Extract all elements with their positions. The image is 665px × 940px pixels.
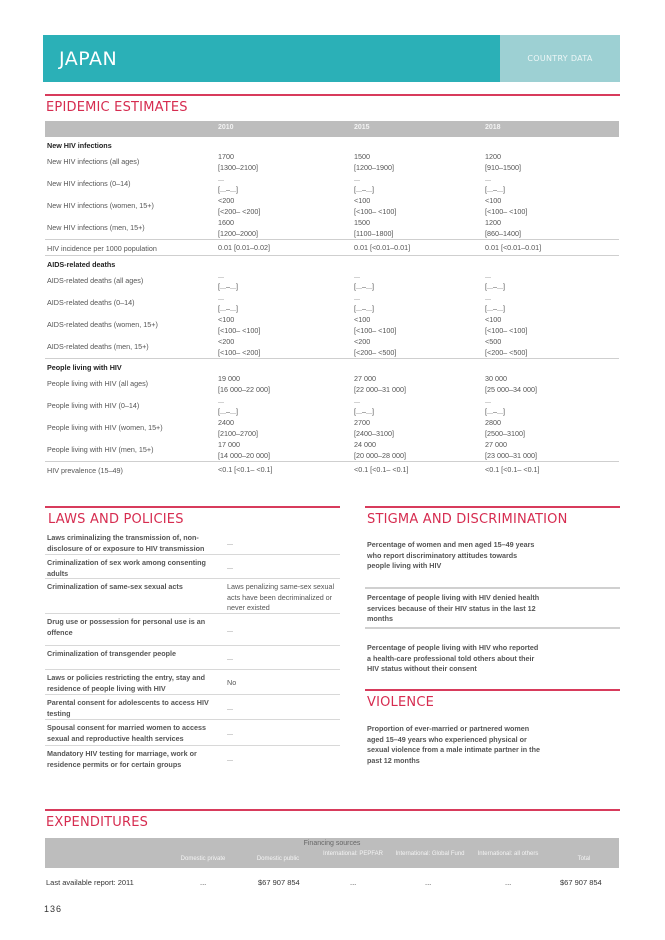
cell: ... (200, 878, 207, 887)
cell: $67 907 854 (560, 878, 602, 887)
cell-value: 1600 (218, 218, 234, 227)
cell-value: 1500 (354, 152, 370, 161)
cell-value: 2700 (354, 418, 370, 427)
cell-value: ... (218, 396, 224, 405)
cell-value: 1500 (354, 218, 370, 227)
cell-value: 2800 (485, 418, 501, 427)
year-header: 2018 (485, 124, 501, 131)
section-title-violence: VIOLENCE (367, 695, 435, 710)
law-answer: ... (227, 728, 233, 737)
cell-range: [...–...] (218, 407, 238, 416)
country-title: JAPAN (59, 47, 118, 70)
cell-value: <0.1 [<0.1– <0.1] (354, 465, 409, 474)
row-label: New HIV infections (men, 15+) (47, 223, 145, 232)
banner-main (43, 35, 500, 82)
cell-range: [...–...] (218, 185, 238, 194)
banner-subtitle: COUNTRY DATA (527, 54, 593, 63)
cell-range: [...–...] (485, 185, 505, 194)
column-header: Domestic private (180, 856, 226, 862)
cell-range: [1100–1800] (354, 229, 394, 238)
column-header: Total (577, 856, 591, 862)
cell-range: [1200–2000] (218, 229, 258, 238)
column-header: International: Global Fund (395, 851, 465, 857)
law-row (45, 670, 340, 695)
cell-value: <0.1 [<0.1– <0.1] (218, 465, 273, 474)
cell-value: 30 000 (485, 374, 507, 383)
row-label: AIDS-related deaths (women, 15+) (47, 320, 158, 329)
law-question: Criminalization of same-sex sexual acts (47, 582, 183, 591)
table-row (45, 336, 619, 358)
cell-value: ... (218, 174, 224, 183)
row-label: People living with HIV (men, 15+) (47, 445, 154, 454)
cell-value: ... (218, 293, 224, 302)
cell-range: [14 000–20 000] (218, 451, 270, 460)
law-question: Drug use or possession for personal use is an offence (47, 617, 206, 637)
laws-table (45, 530, 340, 772)
cell-range: [20 000–28 000] (354, 451, 406, 460)
cell-value: ... (485, 174, 491, 183)
row-label: People living with HIV (0–14) (47, 401, 140, 410)
section-divider (45, 506, 340, 508)
stigma-item: Percentage of people living with HIV who reported a health-care professional told others about their HIV status without their consent (367, 643, 539, 673)
cell-range: [<100– <200] (218, 348, 261, 357)
cell-value: <200 (218, 337, 235, 346)
cell-value: ... (354, 396, 360, 405)
cell-range: [...–...] (354, 185, 374, 194)
law-answer: Laws penalizing same-sex sexual acts have been decriminalized or never existed (227, 582, 335, 612)
cell: $67 907 854 (258, 878, 300, 887)
row-label: AIDS-related deaths (men, 15+) (47, 342, 149, 351)
cell-value: <500 (485, 337, 502, 346)
cell-value: ... (354, 271, 360, 280)
cell-range: [23 000–31 000] (485, 451, 537, 460)
cell-value: <100 (354, 196, 371, 205)
cell-value: ... (485, 271, 491, 280)
table-row (45, 292, 619, 314)
cell-range: [...–...] (485, 304, 505, 313)
cell-value: 0.01 [<0.01–0.01] (485, 243, 542, 252)
law-row (45, 614, 340, 646)
cell-value: 27 000 (354, 374, 376, 383)
cell-value: 1200 (485, 152, 501, 161)
cell-value: 0.01 [<0.01–0.01] (354, 243, 411, 252)
law-question: Criminalization of transgender people (47, 649, 176, 658)
stigma-item: Percentage of women and men aged 15–49 years who report discriminatory attitudes towards people living with HIV (367, 540, 535, 570)
cell-value: 2400 (218, 418, 234, 427)
section-divider (365, 506, 620, 508)
table-row (45, 373, 619, 395)
cell-range: [22 000–31 000] (354, 385, 406, 394)
cell: ... (350, 878, 357, 887)
cell-value: <0.1 [<0.1– <0.1] (485, 465, 540, 474)
cell-range: [<100– <100] (485, 326, 528, 335)
law-row (45, 555, 340, 579)
cell-range: [910–1500] (485, 163, 521, 172)
cell-value: 0.01 [0.01–0.02] (218, 243, 270, 252)
cell-value: 24 000 (354, 440, 376, 449)
law-row (45, 746, 340, 772)
cell: ... (505, 878, 512, 887)
cell-range: [1200–1900] (354, 163, 394, 172)
cell-range: [16 000–22 000] (218, 385, 270, 394)
year-header: 2010 (218, 124, 234, 131)
row-label: New HIV infections (0–14) (47, 179, 131, 188)
cell-value: ... (485, 293, 491, 302)
cell-value: 1700 (218, 152, 234, 161)
row-label: Last available report: 2011 (46, 878, 134, 887)
table-header (45, 121, 619, 137)
cell-range: [<100– <100] (354, 207, 397, 216)
cell-range: [...–...] (485, 407, 505, 416)
row-label: AIDS-related deaths (0–14) (47, 298, 135, 307)
table-row-incidence (45, 239, 619, 255)
section-title-stigma: STIGMA AND DISCRIMINATION (367, 512, 568, 527)
cell-range: [25 000–34 000] (485, 385, 537, 394)
cell-range: [...–...] (218, 304, 238, 313)
cell-range: [...–...] (354, 282, 374, 291)
cell-value: <100 (218, 315, 235, 324)
law-row (45, 579, 340, 614)
cell-value: ... (218, 271, 224, 280)
law-question: Laws criminalizing the transmission of, non-disclosure of or exposure to HIV transmission (47, 533, 205, 553)
violence-item: Proportion of ever-married or partnered women aged 15–49 years who experienced physical or sexual violence from a male intimate partner in the past 12 months (367, 724, 540, 765)
row-divider (365, 587, 620, 589)
table-row-prevalence (45, 461, 619, 477)
section-divider (365, 689, 620, 691)
stigma-item: Percentage of people living with HIV denied health services because of their HIV status in the last 12 months (367, 593, 540, 623)
banner-side (500, 35, 620, 82)
table-row (45, 270, 619, 292)
section-title-epidemic: EPIDEMIC ESTIMATES (46, 100, 188, 115)
table-row (45, 151, 619, 173)
row-label: New HIV infections (all ages) (47, 157, 140, 166)
cell-range: [...–...] (218, 282, 238, 291)
cell-value: <100 (485, 315, 502, 324)
cell-range: [1300–2100] (218, 163, 258, 172)
row-label: New HIV infections (women, 15+) (47, 201, 154, 210)
law-question: Criminalization of sex work among consenting adults (47, 558, 206, 578)
table-row (45, 217, 619, 239)
expenditures-header (45, 838, 619, 868)
epidemic-table (45, 121, 619, 477)
cell-range: [<200– <200] (218, 207, 261, 216)
row-label: People living with HIV (women, 15+) (47, 423, 163, 432)
cell-range: [...–...] (485, 282, 505, 291)
cell-range: [<200– <500] (354, 348, 397, 357)
cell-value: 17 000 (218, 440, 240, 449)
section-title-laws: LAWS AND POLICIES (48, 512, 184, 527)
column-header: International: all others (477, 851, 539, 857)
law-question: Laws or policies restricting the entry, stay and residence of people living with HIV (47, 673, 206, 693)
section-divider (45, 94, 620, 96)
law-row (45, 695, 340, 720)
cell-value: 19 000 (218, 374, 240, 383)
law-answer: ... (227, 538, 233, 547)
table-row (45, 439, 619, 461)
financing-sources-label: Financing sources (303, 840, 361, 847)
cell-value: <200 (354, 337, 371, 346)
cell-range: [2400–3100] (354, 429, 394, 438)
row-label: AIDS-related deaths (all ages) (47, 276, 144, 285)
law-answer: ... (227, 754, 233, 763)
year-header: 2015 (354, 124, 370, 131)
group-label: AIDS-related deaths (47, 260, 116, 269)
cell-value: ... (485, 396, 491, 405)
law-row (45, 646, 340, 670)
cell-range: [<200– <500] (485, 348, 528, 357)
law-answer: ... (227, 653, 233, 662)
column-header: International: PEPFAR (322, 851, 384, 857)
law-answer: ... (227, 703, 233, 712)
cell-value: <100 (485, 196, 502, 205)
section-divider (45, 809, 620, 811)
cell-range: [...–...] (354, 304, 374, 313)
table-row (45, 195, 619, 217)
group-label: New HIV infections (47, 141, 112, 150)
cell-value: <100 (354, 315, 371, 324)
table-row (45, 314, 619, 336)
table-row (45, 173, 619, 195)
cell-value: 1200 (485, 218, 501, 227)
cell-value: 27 000 (485, 440, 507, 449)
law-answer: No (227, 678, 237, 687)
cell-range: [<100– <100] (354, 326, 397, 335)
cell-value: <200 (218, 196, 235, 205)
row-divider (365, 627, 620, 629)
group-label: People living with HIV (47, 363, 122, 372)
cell-value: ... (354, 293, 360, 302)
table-row (45, 417, 619, 439)
law-question: Mandatory HIV testing for marriage, work or residence permits or for certain groups (47, 749, 197, 769)
cell-range: [...–...] (354, 407, 374, 416)
section-title-expenditures: EXPENDITURES (46, 815, 149, 830)
law-answer: ... (227, 562, 233, 571)
cell: ... (425, 878, 432, 887)
law-answer: ... (227, 625, 233, 634)
country-banner (43, 35, 620, 82)
cell-range: [<100– <100] (485, 207, 528, 216)
page-number: 136 (44, 904, 63, 914)
cell-range: [<100– <100] (218, 326, 261, 335)
row-label: HIV prevalence (15–49) (47, 466, 123, 475)
table-row (45, 395, 619, 417)
column-header: Domestic public (256, 856, 300, 862)
row-label: People living with HIV (all ages) (47, 379, 149, 388)
cell-range: [2100–2700] (218, 429, 258, 438)
law-row (45, 720, 340, 746)
law-question: Spousal consent for married women to access sexual and reproductive health services (47, 723, 206, 743)
cell-value: ... (354, 174, 360, 183)
law-question: Parental consent for adolescents to access HIV testing (47, 698, 209, 718)
law-row (45, 530, 340, 555)
row-label: HIV incidence per 1000 population (47, 244, 157, 253)
cell-range: [2500–3100] (485, 429, 525, 438)
cell-range: [860–1400] (485, 229, 521, 238)
